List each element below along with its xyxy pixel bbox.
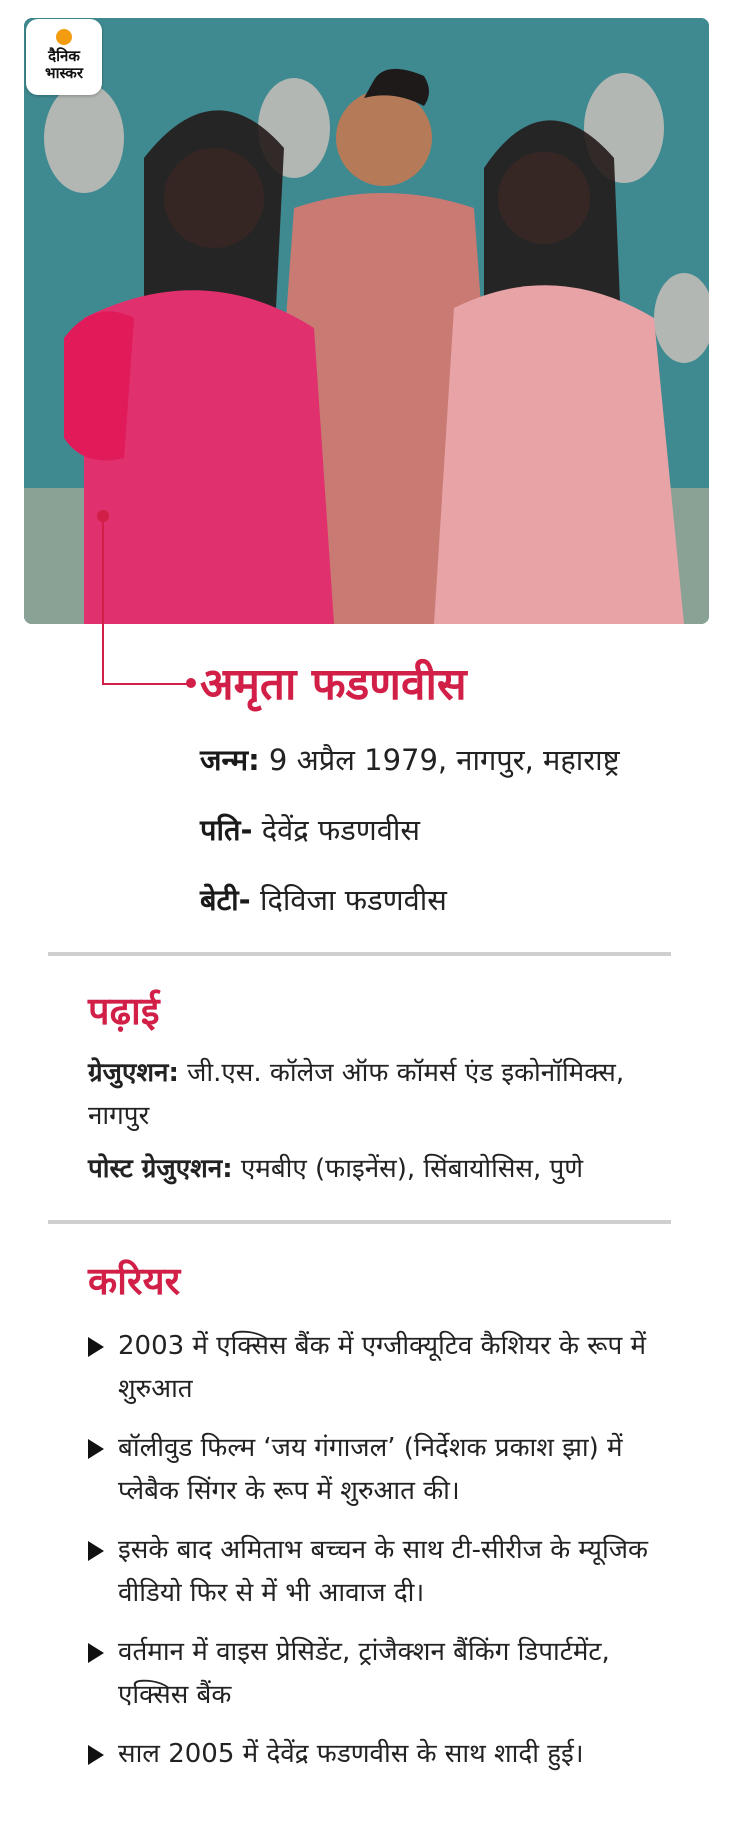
- connector-line: [102, 515, 192, 685]
- person-name: अमृता फडणवीस: [200, 659, 467, 710]
- career-item: [88, 1427, 683, 1513]
- career-item: [88, 1529, 683, 1615]
- career-item: [88, 1325, 683, 1411]
- fact-birth: [200, 740, 620, 779]
- education-value: जी.एस. कॉलेज ऑफ कॉमर्स एंड इकोनॉमिक्स, नागपुर: [88, 1058, 625, 1131]
- section-divider: [48, 952, 671, 956]
- career-item-text: साल 2005 में देवेंद्र फडणवीस के साथ शादी हुई।: [118, 1739, 584, 1769]
- fact-value: दिविजा फडणवीस: [250, 883, 447, 917]
- play-arrow-icon: [88, 1337, 104, 1357]
- fact-label: जन्म:: [200, 743, 260, 777]
- play-arrow-icon: [88, 1439, 104, 1459]
- fact-value: देवेंद्र फडणवीस: [252, 813, 421, 847]
- sun-icon: [56, 29, 72, 45]
- play-arrow-icon: [88, 1541, 104, 1561]
- logo-line-2: भास्कर: [45, 64, 83, 82]
- section-divider: [48, 1220, 671, 1224]
- fact-husband: [200, 810, 420, 849]
- career-list: [88, 1325, 683, 1792]
- career-item-text: 2003 में एक्सिस बैंक में एग्जीक्यूटिव कैशियर के रूप में शुरुआत: [118, 1331, 647, 1404]
- education-value: एमबीए (फाइनेंस), सिंबायोसिस, पुणे: [232, 1154, 584, 1184]
- career-item-text: बॉलीवुड फिल्म ‘जय गंगाजल’ (निर्देशक प्रकाश झा) में प्लेबैक सिंगर के रूप में शुरुआत की।: [118, 1433, 623, 1506]
- fact-label: बेटी-: [200, 883, 251, 917]
- fact-daughter: [200, 880, 447, 919]
- education-graduation: [88, 1052, 678, 1138]
- education-label: ग्रेजुएशन:: [88, 1058, 179, 1088]
- connector-end-dot: [186, 678, 196, 688]
- education-heading: पढ़ाई: [88, 989, 160, 1033]
- play-arrow-icon: [88, 1745, 104, 1765]
- fact-value: 9 अप्रैल 1979, नागपुर, महाराष्ट्र: [259, 743, 620, 777]
- education-label: पोस्ट ग्रेजुएशन:: [88, 1154, 233, 1184]
- fact-label: पति-: [200, 813, 253, 847]
- career-item-text: वर्तमान में वाइस प्रेसिडेंट, ट्रांजैक्शन बैंकिंग डिपार्टमेंट, एक्सिस बैंक: [118, 1637, 610, 1710]
- logo-line-1: दैनिक: [48, 47, 80, 65]
- career-item: [88, 1733, 683, 1776]
- dainik-bhaskar-logo: [26, 19, 102, 95]
- career-heading: करियर: [88, 1259, 181, 1303]
- play-arrow-icon: [88, 1643, 104, 1663]
- career-item: [88, 1631, 683, 1717]
- education-post-graduation: [88, 1148, 678, 1191]
- career-item-text: इसके बाद अमिताभ बच्चन के साथ टी-सीरीज के म्यूजिक वीडियो फिर से में भी आवाज दी।: [118, 1535, 648, 1608]
